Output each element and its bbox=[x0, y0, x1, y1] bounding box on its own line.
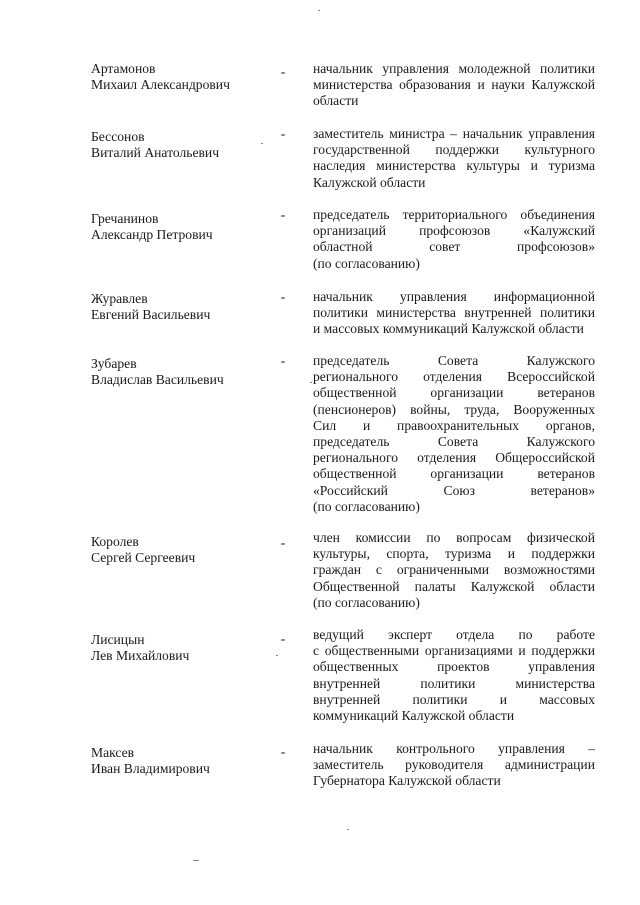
position-line: граждан с ограниченными возможностями bbox=[313, 562, 595, 578]
position-line: (по согласованию) bbox=[313, 594, 420, 610]
position-line: внутренней политики министерства bbox=[313, 675, 595, 691]
member-name bbox=[91, 632, 286, 665]
member-position bbox=[313, 741, 595, 790]
position-line: культуры, спорта, туризма и поддержки bbox=[313, 546, 595, 562]
member-given-names: Александр Петрович bbox=[91, 227, 213, 243]
position-line: областной совет профсоюзов» bbox=[313, 239, 595, 255]
member-position bbox=[313, 353, 595, 515]
position-line: начальник управления информационной bbox=[313, 289, 595, 304]
position-line: Губернатора Калужской области bbox=[313, 773, 501, 789]
member-surname: Артамонов bbox=[91, 61, 156, 76]
separator-dash: - bbox=[280, 535, 286, 550]
position-line: ведущий эксперт отдела по работе bbox=[313, 627, 595, 642]
separator-dash: - bbox=[280, 744, 286, 759]
member-surname: Гречанинов bbox=[91, 211, 159, 226]
position-line: (пенсионеров) войны, труда, Вооруженных bbox=[313, 401, 595, 417]
member-surname: Лисицын bbox=[91, 632, 145, 647]
member-name bbox=[91, 211, 286, 244]
member-given-names: Владислав Васильевич bbox=[91, 372, 224, 388]
scan-speck bbox=[193, 860, 199, 861]
member-given-names: Михаил Александрович bbox=[91, 77, 230, 93]
position-line: наследия министерства культуры и туризма bbox=[313, 158, 595, 174]
scan-speck bbox=[261, 143, 263, 144]
member-name bbox=[91, 534, 286, 567]
position-line: министерства образования и науки Калужской bbox=[313, 77, 595, 93]
position-line: государственной поддержки культурного bbox=[313, 142, 595, 158]
position-line: регионального отделения Всероссийской bbox=[313, 369, 595, 385]
member-given-names: Сергей Сергеевич bbox=[91, 550, 196, 566]
member-position bbox=[313, 289, 595, 338]
member-name bbox=[91, 61, 286, 94]
member-given-names: Евгений Васильевич bbox=[91, 307, 211, 323]
member-name bbox=[91, 291, 286, 324]
position-line: «Российский Союз ветеранов» bbox=[313, 482, 595, 498]
scan-speck bbox=[276, 655, 278, 656]
position-line: начальник управления молодежной политики bbox=[313, 61, 595, 76]
scan-speck bbox=[318, 10, 320, 11]
member-surname: Зубарев bbox=[91, 356, 137, 371]
position-line: организаций профсоюзов «Калужский bbox=[313, 223, 595, 239]
position-line: Сил и правоохранительных органов, bbox=[313, 417, 595, 433]
member-surname: Бессонов bbox=[91, 129, 145, 144]
separator-dash: - bbox=[280, 353, 286, 368]
position-line: (по согласованию) bbox=[313, 255, 420, 271]
separator-dash: - bbox=[280, 631, 286, 646]
member-given-names: Лев Михайлович bbox=[91, 648, 190, 664]
member-given-names: Виталий Анатольевич bbox=[91, 145, 220, 161]
member-surname: Журавлев bbox=[91, 291, 148, 306]
member-surname: Максев bbox=[91, 745, 135, 760]
separator-dash: - bbox=[280, 126, 286, 141]
position-line: и массовых коммуникаций Калужской области bbox=[313, 321, 584, 337]
scan-speck bbox=[347, 829, 349, 830]
member-given-names: Иван Владимирович bbox=[91, 761, 210, 777]
member-name bbox=[91, 356, 286, 389]
member-position bbox=[313, 530, 595, 611]
position-line: Калужской области bbox=[313, 174, 426, 190]
position-line: начальник контрольного управления – bbox=[313, 741, 595, 756]
member-name bbox=[91, 745, 286, 778]
position-line: внутренней политики и массовых bbox=[313, 691, 595, 707]
position-line: член комиссии по вопросам физической bbox=[313, 530, 595, 545]
position-line: коммуникаций Калужской области bbox=[313, 708, 515, 724]
member-position bbox=[313, 61, 595, 110]
separator-dash: - bbox=[280, 64, 286, 79]
position-line: заместитель министра – начальник управления bbox=[313, 126, 595, 141]
position-line: общественной организации ветеранов bbox=[313, 385, 595, 401]
position-line: общественных проектов управления bbox=[313, 659, 595, 675]
position-line: председатель Совета Калужского bbox=[313, 434, 595, 450]
separator-dash: - bbox=[280, 207, 286, 222]
position-line: регионального отделения Общероссийской bbox=[313, 450, 595, 466]
position-line: председатель территориального объединения bbox=[313, 207, 595, 222]
position-line: общественной организации ветеранов bbox=[313, 466, 595, 482]
position-line: заместитель руководителя администрации bbox=[313, 757, 595, 773]
position-line: с общественными организациями и поддержки bbox=[313, 643, 595, 659]
position-line: области bbox=[313, 93, 359, 109]
position-line: Общественной палаты Калужской области bbox=[313, 578, 595, 594]
member-position bbox=[313, 207, 595, 272]
scan-speck bbox=[310, 382, 312, 383]
member-position bbox=[313, 627, 595, 724]
member-name bbox=[91, 129, 286, 162]
member-surname: Королев bbox=[91, 534, 139, 549]
position-line: политики министерства внутренней политики bbox=[313, 305, 595, 321]
position-line: председатель Совета Калужского bbox=[313, 353, 595, 368]
separator-dash: - bbox=[280, 289, 286, 304]
position-line: (по согласованию) bbox=[313, 498, 420, 514]
member-position bbox=[313, 126, 595, 191]
